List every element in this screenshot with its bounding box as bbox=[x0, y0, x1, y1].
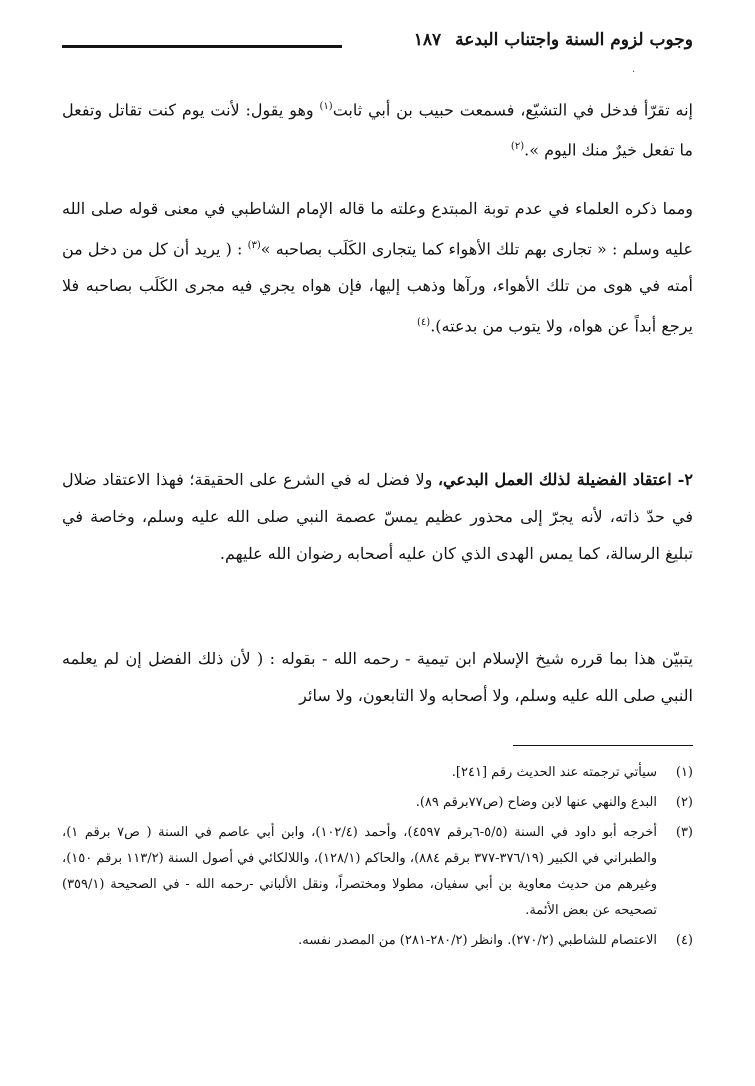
footnote-number: (٤) bbox=[675, 933, 693, 948]
footnote-text: سيأتي ترجمته عند الحديث رقم [٢٤١]. bbox=[451, 765, 657, 780]
footnote-number: (٣) bbox=[675, 825, 693, 840]
footnote-number: (٢) bbox=[675, 795, 693, 810]
page-number: ١٨٧ bbox=[413, 30, 442, 50]
stray-mark: · bbox=[632, 67, 636, 78]
paragraph-text: يتبيّن هذا بما قرره شيخ الإسلام ابن تيمية - رحمه الله - بقوله : ( لأن ذلك الفضل إن لم يعلمه النبي صلى الله عليه وسلم، ولا أصحابه ولا التابعون، ولا سائر bbox=[62, 649, 694, 705]
paragraph-text: : ( يريد أن كل من دخل من أمته في هوى من تلك الأهواء، ورآها وذهب إليها، فإن هواه يجري فيه مجرى الكَلَب بصاحبه فلا يرجع أبداً عن هواه، ولا يتوب من بدعته). bbox=[62, 239, 693, 336]
footnote-ref[interactable]: (١) bbox=[319, 101, 333, 112]
footnote-item bbox=[62, 760, 693, 786]
paragraph-text: ولا فضل له في الشرع على الحقيقة؛ فهذا الاعتقاد ضلال في حدّ ذاته، لأنه يجرّ إلى محذور عظيم يمسّ عصمة النبي صلى الله عليه وسلم، وخاصة في تبليغ الرسالة، كما يمس الهدى الذي كان عليه أصحابه رضوان الله عليهم. bbox=[62, 470, 693, 563]
footnote-ref[interactable]: (٣) bbox=[247, 240, 261, 251]
footnotes bbox=[62, 760, 693, 958]
paragraph-3 bbox=[62, 461, 693, 572]
chapter-title: وجوب لزوم السنة واجتناب البدعة bbox=[455, 30, 693, 50]
section-heading: ٢- اعتقاد الفضيلة لذلك العمل البدعي، bbox=[437, 470, 693, 489]
footnote-text: الاعتصام للشاطبي (٢٧٠/٢). وانظر (٢٨٠/٢-٢٨١) من المصدر نفسه. bbox=[298, 933, 657, 948]
paragraph-4 bbox=[62, 640, 693, 714]
footnote-ref[interactable]: (٤) bbox=[417, 317, 431, 329]
paragraph-text: ومما ذكره العلماء في عدم توبة المبتدع وعلته ما قاله الإمام الشاطبي في معنى قوله صلى الله عليه وسلم : « تجارى بهم تلك الأهواء كما يتجارى الكَلَب بصاحبه » bbox=[62, 199, 694, 259]
footnote-ref[interactable]: (٢) bbox=[510, 141, 525, 153]
running-header bbox=[62, 30, 693, 66]
footnote-item bbox=[62, 820, 693, 924]
footnote-item bbox=[62, 790, 693, 816]
footnote-number: (١) bbox=[675, 765, 693, 780]
footnote-separator bbox=[513, 745, 693, 746]
paragraph-text: إنه تقرّأ فدخل في التشيّع، فسمعت حبيب بن أبي ثابت bbox=[332, 100, 694, 120]
footnote-text: أخرجه أبو داود في السنة (٥/٥-٦برقم ٤٥٩٧)، وأحمد (١٠٢/٤)، وابن أبي عاصم في السنة ( ص٧ برقم ١)، والطبراني في الكبير (٣٧٦/١٩-٣٧٧ برقم ٨٨٤)، والحاكم (١٢٨/١)، واللالكائي في أصول السنة (١١٣/٢ برقم ١٥٠)، وغيرهم من حديث معاوية بن أبي سفيان، مطولا ومختصراً، ونقل الألباني -رحمه الله - في الصحيحة (٣٥٩/١) تصحيحه عن بعض الأئمة. bbox=[62, 825, 658, 918]
paragraph-2 bbox=[62, 190, 693, 345]
header-title-line bbox=[414, 30, 693, 50]
footnote-text: البدع والنهي عنها لابن وضاح (ص٧٧برقم ٨٩). bbox=[415, 795, 657, 810]
header-rule bbox=[62, 45, 342, 48]
paragraph-1 bbox=[62, 88, 693, 169]
paragraph-text: وهو يقول: لأنت يوم كنت تقاتل وتفعل ما تفعل خيرٌ منك اليوم ». bbox=[62, 100, 693, 160]
footnote-item bbox=[62, 928, 693, 954]
